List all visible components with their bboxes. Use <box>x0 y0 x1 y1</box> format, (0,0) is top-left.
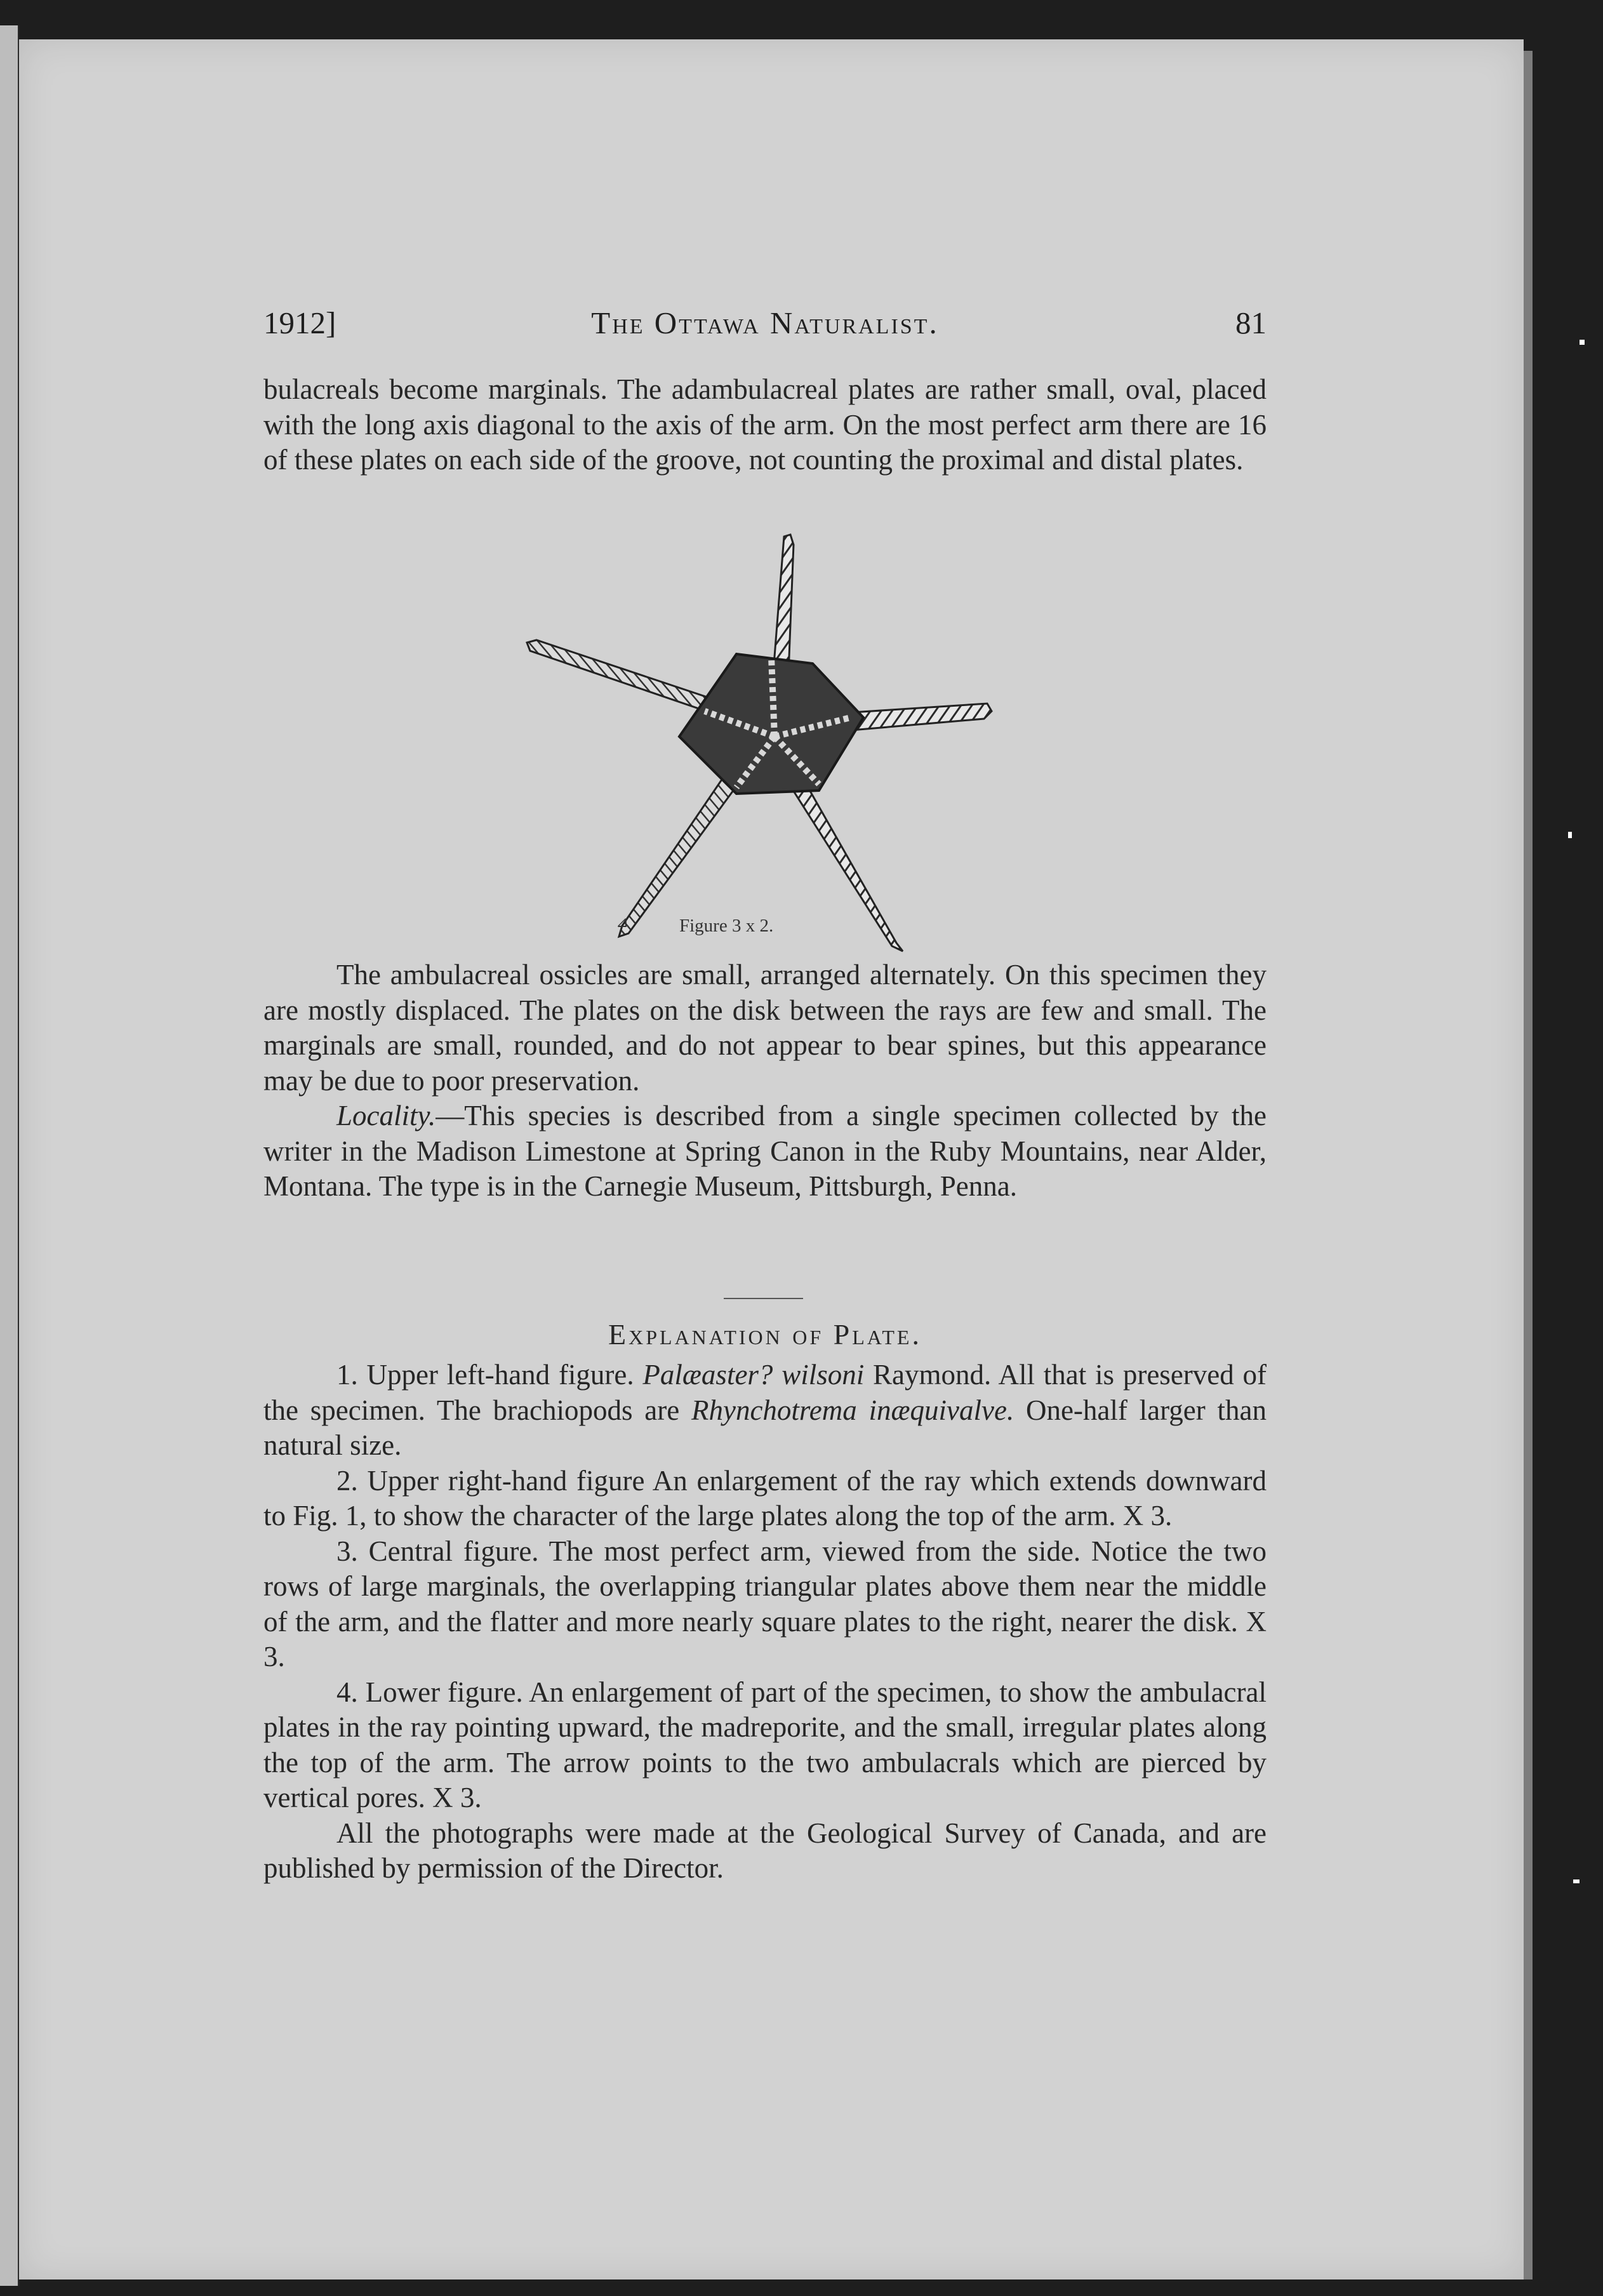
header-year: 1912] <box>263 305 336 340</box>
explanation-list <box>263 1358 1267 1886</box>
starfish-figure <box>521 527 1003 959</box>
running-header <box>263 305 1267 349</box>
film-speck <box>1580 340 1585 345</box>
starfish-illustration <box>521 527 1003 959</box>
locality-label: Locality. <box>336 1100 436 1131</box>
arrow-mark: ⊿ <box>616 914 629 931</box>
explanation-heading: Explanation of Plate. <box>608 1318 922 1351</box>
explanation-item-4: 4. Lower figure. An enlargement of part of the specimen, to show the ambulacral plates in the ray pointing upward, the madreporite, and the small, irregular plates along the top of the arm. The arrow points to the two ambulacrals which are pierced by vertical pores. X 3. <box>263 1676 1267 1813</box>
film-speck <box>1573 1879 1580 1883</box>
section-divider <box>724 1298 803 1299</box>
ossicles-paragraph: The ambulacreal ossicles are small, arranged alternately. On this specimen they are mostly displaced. The plates on the disk between the rays are few and small. The marginals are small, rounded, and do not appear to bear spines, but this appearance may be due to poor preservation. <box>263 959 1267 1097</box>
explanation-item-2: 2. Upper right-hand figure An enlargement of the ray which extends downward to Fig. 1, to show the character of the large plates along the top of the arm. X 3. <box>263 1464 1267 1532</box>
explanation-item-1 <box>263 1358 1267 1464</box>
locality-paragraph <box>263 1098 1267 1205</box>
locality-text: —This species is described from a single specimen collected by the writer in the Madison Limestone at Spring Canon in the Ruby Mountains, near Alder, Montana. The type is in the Carnegie Museum, Pittsburgh, Penna. <box>263 1100 1267 1202</box>
item1-text-a: 1. Upper left-hand figure. <box>336 1359 643 1391</box>
description-paragraphs <box>263 958 1267 1205</box>
journal-title: The Ottawa Naturalist. <box>591 305 939 340</box>
film-speck <box>1568 832 1572 838</box>
left-page-edge <box>0 25 19 2286</box>
starfish-disk <box>679 654 863 794</box>
item1-genus: Rhynchotrema inæquivalve. <box>691 1394 1014 1426</box>
figure-caption: Figure 3 x 2. <box>679 916 774 936</box>
item1-species: Palæaster? wilsoni <box>642 1359 865 1391</box>
page-number: 81 <box>1235 305 1267 340</box>
closing-paragraph: All the photographs were made at the Geological Survey of Canada, and are published by permission of the Director. <box>263 1817 1267 1884</box>
continued-paragraph <box>263 372 1267 478</box>
item1-text-c: One-half larger than natural size. <box>263 1394 1267 1461</box>
explanation-item-3: 3. Central figure. The most perfect arm, viewed from the side. Notice the two rows of large marginals, the overlapping triangular plates above them near the middle of the arm, and the flatter and more nearly square plates to the right, nearer the disk. X 3. <box>263 1535 1267 1672</box>
right-page-edge <box>1524 51 1533 2279</box>
paragraph-text: bulacreals become marginals. The adambulacreal plates are rather small, oval, placed with the long axis diagonal to the axis of the arm. On the most perfect arm there are 16 of these plates on each side of the groove, not counting the proximal and distal plates. <box>263 373 1267 476</box>
item1-text-b: Raymond. All that is preserved of the specimen. The brachiopods are <box>263 1359 1267 1426</box>
